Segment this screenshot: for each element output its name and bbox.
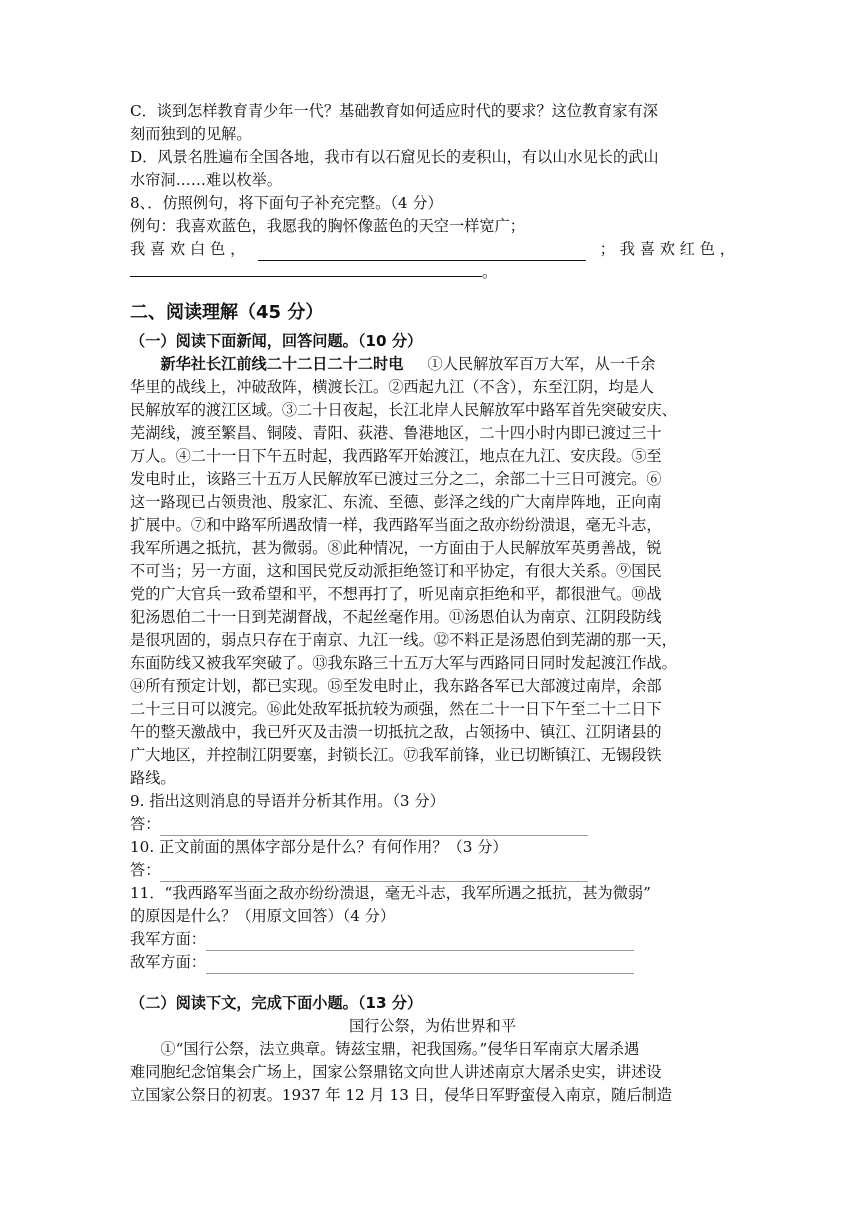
q8-fill-row — [130, 238, 735, 261]
news-line: 犯汤恩伯二十一日到芜湖督战，不起丝毫作用。⑪汤恩伯认为南京、江阴段防线 — [130, 608, 662, 626]
q9-answer-row — [130, 813, 735, 836]
article-line: ①“国行公祭，法立典章。铸兹宝鼎，祀我国殇。”侵华日军南京大屠杀遇 — [160, 1040, 640, 1058]
option-c-line2: 刻而独到的见解。 — [130, 125, 252, 143]
news-line: 民解放军的渡江区域。③二十日夜起，长江北岸人民解放军中路军首先突破安庆、 — [130, 401, 677, 419]
news-line: 发电时止，该路三十五万人民解放军已渡过三分之二，余部二十三日可渡完。⑥ — [130, 470, 662, 488]
exam-page — [130, 100, 735, 1107]
option-c-line1: C．谈到怎样教育青少年一代？基础教育如何适应时代的要求？这位教育家有深 — [130, 102, 658, 120]
news-line: 二十三日可以渡完。⑯此处敌军抵抗较为顽强，然在二十一日下午至二十二日下 — [130, 700, 662, 718]
news-line: 是很巩固的，弱点只存在于南京、九江一线。⑫不料正是汤恩伯到芜湖的那一天， — [130, 631, 677, 649]
article-line: 立国家公祭日的初衷。1937 年 12 月 13 日，侵华日军野蛮侵入南京，随后制造 — [130, 1086, 672, 1104]
q8-example: 例句：我喜欢蓝色，我愿我的胸怀像蓝色的天空一样宽广； — [130, 217, 525, 235]
q8-end-mark: 。 — [482, 263, 498, 281]
news-line: 党的广大官兵一致希望和平，不想再打了，听见南京拒绝和平，都很泄气。⑩战 — [130, 585, 662, 603]
q8-white-blank[interactable] — [258, 245, 586, 261]
part1-title: （一）阅读下面新闻，回答问题。（10 分） — [130, 332, 423, 350]
section2-title: 二、阅读理解（45 分） — [130, 302, 324, 323]
part2-title: （二）阅读下文，完成下面小题。（13 分） — [130, 994, 423, 1012]
news-line: 午的整天激战中，我已歼灭及击溃一切抵抗之敌，占领扬中、镇江、江阴诸县的 — [130, 723, 662, 741]
news-line: 华里的战线上，冲破敌阵，横渡长江。②西起九江（不含），东至江阴，均是人 — [130, 378, 654, 396]
news-lead-line — [130, 353, 735, 376]
q10-answer-blank[interactable] — [160, 866, 588, 882]
news-line: 不可当；另一方面，这和国民党反动派拒绝签订和平协定，有很大关系。⑨国民 — [130, 562, 662, 580]
news-line: 扩展中。⑦和中路军所遇敌情一样，我西路军当面之敌亦纷纷溃退，毫无斗志， — [130, 516, 662, 534]
news-lead-rest: ①人民解放军百万大军，从一千余 — [427, 355, 656, 373]
q9-text: 9. 指出这则消息的导语并分析其作用。（3 分） — [130, 792, 445, 810]
q11-enemy-blank[interactable] — [206, 958, 634, 974]
option-d-line1: D．风景名胜遍布全国各地，我市有以石窟见长的麦积山，有以山水见长的武山 — [130, 148, 659, 166]
article-line: 难同胞纪念馆集会广场上，国家公祭鼎铭文向世人讲述南京大屠杀史实，讲述设 — [130, 1063, 662, 1081]
news-line: ⑭所有预定计划，都已实现。⑮至发电时止，我东路各军已大部渡过南岸，余部 — [130, 677, 662, 695]
q11-text-line1: 11．“我西路军当面之敌亦纷纷溃退，毫无斗志，我军所遇之抵抗，甚为微弱” — [130, 884, 651, 902]
option-d-line2: 水帘洞……难以枚举。 — [130, 171, 282, 189]
q10-answer-row — [130, 859, 735, 882]
q9-answer-blank[interactable] — [160, 820, 588, 836]
news-line: 万人。④二十一日下午五时起，我西路军开始渡江，地点在九江、安庆段。⑤至 — [130, 447, 662, 465]
q11-our-label: 我军方面： — [130, 930, 206, 948]
q11-our-row — [130, 928, 735, 951]
article-title: 国行公祭，为佑世界和平 — [348, 1017, 517, 1035]
q8-red-label: ； 我 喜 欢 红 色 ， — [599, 240, 735, 258]
news-line: 路线。 — [130, 769, 176, 787]
q8-title: 8、．仿照例句，将下面句子补充完整。（4 分） — [130, 194, 443, 212]
q8-red-blank[interactable] — [130, 261, 482, 277]
news-line: 广大地区，并控制江阴要塞，封锁长江。⑰我军前锋，业已切断镇江、无锡段铁 — [130, 746, 662, 764]
q8-white-label: 我 喜 欢 白 色 ， — [130, 240, 246, 258]
q8-fill-row2 — [130, 261, 735, 284]
news-line: 东面防线又被我军突破了。⑬我东路三十五万大军与西路同日同时发起渡江作战。 — [130, 654, 677, 672]
q11-text-line2: 的原因是什么？（用原文回答）（4 分） — [130, 907, 396, 925]
spacer — [130, 974, 735, 992]
q11-enemy-row — [130, 951, 735, 974]
news-line: 芜湖线，渡至繁昌、铜陵、青阳、荻港、鲁港地区，二十四小时内即已渡过三十 — [130, 424, 662, 442]
q9-answer-label: 答： — [130, 815, 161, 833]
q11-our-blank[interactable] — [206, 935, 634, 951]
news-lead-bold: 新华社长江前线二十二日二十二时电 — [160, 355, 404, 373]
news-line: 这一路现已占领贵池、殷家汇、东流、至德、彭泽之线的广大南岸阵地，正向南 — [130, 493, 662, 511]
news-line: 我军所遇之抵抗，甚为微弱。⑧此种情况，一方面由于人民解放军英勇善战，锐 — [130, 539, 662, 557]
q10-answer-label: 答： — [130, 861, 161, 879]
q10-text: 10. 正文前面的黑体字部分是什么？有何作用？（3 分） — [130, 838, 508, 856]
q11-enemy-label: 敌军方面： — [130, 953, 206, 971]
